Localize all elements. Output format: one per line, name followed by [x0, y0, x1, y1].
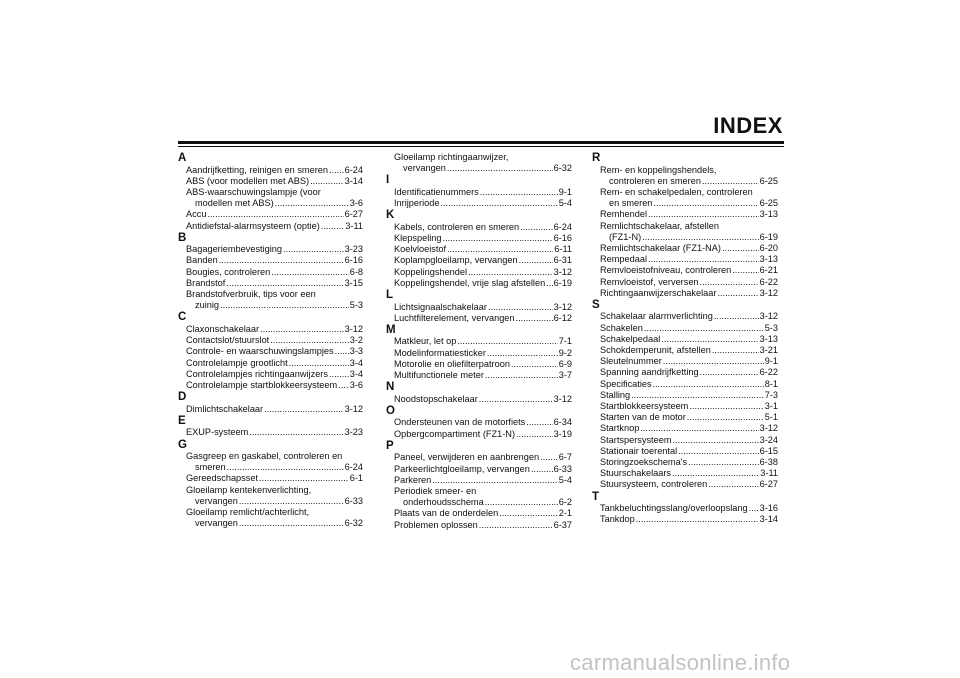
- index-entry: [592, 503, 778, 514]
- section-letter: B: [178, 231, 187, 244]
- section-letter: R: [592, 152, 601, 164]
- entry-page-ref: 6-27: [759, 479, 778, 490]
- entry-page-ref: 6-33: [344, 495, 363, 506]
- section-letter: T: [592, 490, 600, 503]
- index-entry: [178, 209, 363, 220]
- entry-page-ref: 6-7: [558, 452, 572, 463]
- entry-text: Gloeilamp richtingaanwijzer,: [394, 152, 509, 162]
- index-entry: [386, 508, 572, 519]
- index-entry: [592, 423, 778, 434]
- index-section: [386, 381, 572, 405]
- index-section: [386, 174, 572, 209]
- entry-page-ref: 3-4: [349, 368, 363, 379]
- index-entry: [592, 209, 778, 220]
- entry-page-ref: 2-1: [558, 508, 572, 519]
- index-entry: [592, 468, 778, 479]
- index-entry: [178, 451, 363, 462]
- index-entry: [178, 380, 363, 391]
- index-section: [386, 152, 572, 174]
- entry-text: vervangen .....: [195, 496, 239, 506]
- entry-text: Rem- en schakelpedalen, controleren: [600, 186, 753, 197]
- entry-text: Kabels, controleren en smeren .....: [394, 222, 520, 232]
- index-entry: [592, 479, 778, 490]
- entry-text: Multifunctionele meter .....: [394, 370, 485, 380]
- entry-text: Paneel, verwijderen en aanbrengen .....: [394, 452, 540, 462]
- entry-text: Storingzoekschema's .....: [600, 457, 688, 467]
- section-letter: C: [178, 311, 187, 324]
- index-entry: [386, 233, 572, 244]
- index-entry: [178, 324, 363, 335]
- index-entry-continued: [592, 232, 778, 243]
- index-section: [178, 391, 363, 415]
- index-entry: [386, 198, 572, 209]
- entry-page-ref: 8-1: [764, 378, 778, 389]
- entry-text: onderhoudsschema .....: [403, 497, 485, 507]
- index-entry: [386, 255, 572, 266]
- index-entry: [178, 404, 363, 415]
- entry-text: Gereedschapsset .....: [186, 473, 259, 483]
- index-entry-continued: [178, 496, 363, 507]
- entry-text: Plaats van de onderdelen .....: [394, 508, 499, 518]
- section-letter: E: [178, 414, 186, 427]
- entry-text: Brandstofverbruik, tips voor een: [186, 289, 316, 300]
- index-entry-continued: [178, 300, 363, 311]
- index-entry-continued: [386, 497, 572, 508]
- entry-text: Dimlichtschakelaar .....: [186, 404, 264, 414]
- index-entry: [178, 165, 363, 176]
- index-entry: [178, 369, 363, 380]
- index-entry: [178, 176, 363, 187]
- entry-page-ref: 3-1: [764, 401, 778, 412]
- section-letter: S: [592, 298, 600, 311]
- entry-page-ref: 7-3: [764, 389, 778, 400]
- entry-text: Tankdop .....: [600, 514, 636, 524]
- entry-page-ref: 5-1: [764, 412, 778, 423]
- entry-page-ref: 6-22: [759, 276, 778, 287]
- index-entry: [178, 507, 363, 518]
- entry-text: Lichtsignaalschakelaar .....: [394, 302, 488, 312]
- index-entry-continued: [178, 462, 363, 473]
- entry-page-ref: 3-3: [349, 346, 363, 357]
- entry-page-ref: 5-4: [558, 198, 572, 209]
- index-section: [386, 440, 572, 531]
- entry-page-ref: 9-1: [558, 186, 572, 197]
- index-section: [386, 405, 572, 440]
- entry-text: Remvloeistofniveau, controleren .....: [600, 265, 732, 275]
- entry-text: Gloeilamp kentekenverlichting,: [186, 484, 312, 495]
- index-entry: [386, 302, 572, 313]
- entry-text: Noodstopschakelaar .....: [394, 394, 479, 404]
- entry-text: Richtingaanwijzerschakelaar .....: [600, 288, 717, 298]
- entry-text: EXUP-systeem .....: [186, 427, 249, 437]
- index-entry: [386, 278, 572, 289]
- index-entry: [592, 265, 778, 276]
- entry-text: Controlelampje grootlicht .....: [186, 358, 289, 368]
- section-letter: K: [386, 209, 395, 222]
- entry-page-ref: 3-15: [344, 277, 363, 288]
- index-section: [592, 152, 778, 299]
- entry-page-ref: 6-31: [553, 255, 572, 266]
- entry-text: Accu .....: [186, 209, 207, 219]
- index-entry: [592, 401, 778, 412]
- header-rule-thick: [178, 141, 784, 144]
- entry-text: modellen met ABS) .....: [195, 198, 275, 208]
- index-entry: [592, 446, 778, 457]
- index-entry: [178, 221, 363, 232]
- index-column-2: [386, 152, 572, 531]
- index-entry: [592, 334, 778, 345]
- index-entry: [592, 457, 778, 468]
- index-entry: [386, 394, 572, 405]
- section-letter: L: [386, 289, 394, 302]
- entry-text: Controlelampje startblokkeersysteem .....: [186, 380, 338, 390]
- entry-text: Schakelen .....: [600, 323, 644, 333]
- entry-text: Bougies, controleren .....: [186, 267, 271, 277]
- index-entry: [592, 379, 778, 390]
- entry-page-ref: 3-12: [553, 393, 572, 404]
- entry-page-ref: 6-24: [344, 462, 363, 473]
- index-entry: [592, 243, 778, 254]
- entry-text: Ondersteunen van de motorfiets .....: [394, 417, 526, 427]
- index-entry: [178, 187, 363, 198]
- index-entry: [386, 244, 572, 255]
- index-entry: [178, 289, 363, 300]
- entry-text: Koppelingshendel .....: [394, 267, 468, 277]
- index-entry: [178, 278, 363, 289]
- entry-text: Startblokkeersysteem .....: [600, 401, 689, 411]
- entry-text: Banden .....: [186, 255, 219, 265]
- entry-page-ref: 6-11: [554, 244, 572, 255]
- entry-text: Schakelpedaal .....: [600, 334, 661, 344]
- entry-text: ABS (voor modellen met ABS) .....: [186, 176, 310, 186]
- section-letter: A: [178, 152, 187, 164]
- entry-text: Matkleur, let op .....: [394, 336, 457, 346]
- entry-page-ref: 9-2: [558, 347, 572, 358]
- entry-text: Schokdemperunit, afstellen .....: [600, 345, 712, 355]
- entry-page-ref: 7-1: [558, 336, 572, 347]
- section-letter: D: [178, 391, 187, 404]
- entry-page-ref: 6-33: [553, 463, 572, 474]
- entry-text: vervangen .....: [195, 518, 239, 528]
- index-entry: [592, 277, 778, 288]
- index-section: [178, 415, 363, 439]
- entry-page-ref: 3-14: [759, 514, 778, 525]
- index-entry: [386, 348, 572, 359]
- index-entry: [386, 267, 572, 278]
- index-entry: [592, 412, 778, 423]
- entry-text: Rem- en koppelingshendels,: [600, 164, 717, 175]
- index-entry: [592, 288, 778, 299]
- entry-page-ref: 6-16: [344, 255, 363, 266]
- entry-page-ref: 3-7: [558, 370, 572, 381]
- entry-text: Remhendel .....: [600, 209, 648, 219]
- entry-text: Periodiek smeer- en: [394, 485, 477, 496]
- index-entry: [592, 254, 778, 265]
- entry-page-ref: 3-12: [344, 403, 363, 414]
- entry-text: Gloeilamp remlicht/achterlicht,: [186, 507, 310, 518]
- entry-text: Motorolie en oliefilterpatroon .....: [394, 359, 511, 369]
- entry-page-ref: 6-22: [759, 367, 778, 378]
- entry-page-ref: 3-12: [344, 323, 363, 334]
- entry-page-ref: 6-19: [553, 277, 572, 288]
- entry-page-ref: 6-19: [759, 231, 778, 242]
- index-entry: [178, 427, 363, 438]
- entry-text: Controle- en waarschuwingslampjes .....: [186, 346, 335, 356]
- index-entry-continued: [592, 198, 778, 209]
- entry-text: Starten van de motor .....: [600, 412, 687, 422]
- entry-page-ref: 6-38: [759, 457, 778, 468]
- entry-text: Startknop .....: [600, 423, 640, 433]
- entry-text: zuinig .....: [195, 300, 220, 310]
- entry-text: controleren en smeren .....: [609, 176, 702, 186]
- entry-text: Koppelingshendel, vrije slag afstellen .....: [394, 278, 546, 288]
- entry-page-ref: 5-3: [764, 322, 778, 333]
- entry-page-ref: 6-25: [759, 198, 778, 209]
- index-entry: [386, 464, 572, 475]
- entry-page-ref: 3-12: [759, 423, 778, 434]
- index-section: [178, 439, 363, 530]
- entry-text: vervangen .....: [403, 163, 447, 173]
- index-column-1: [178, 152, 363, 529]
- index-section: [178, 232, 363, 312]
- section-letter: P: [386, 439, 394, 452]
- index-section: [386, 289, 572, 324]
- entry-page-ref: 3-11: [345, 220, 363, 231]
- index-entry: [386, 520, 572, 531]
- entry-page-ref: 5-4: [558, 474, 572, 485]
- entry-page-ref: 6-25: [759, 175, 778, 186]
- entry-page-ref: 5-3: [349, 300, 363, 311]
- index-entry: [178, 255, 363, 266]
- index-section: [386, 209, 572, 289]
- entry-page-ref: 6-37: [553, 519, 572, 530]
- page-title: INDEX: [713, 113, 783, 138]
- index-entry: [386, 359, 572, 370]
- entry-text: Startspersysteem .....: [600, 435, 672, 445]
- entry-text: Remlichtschakelaar, afstellen: [600, 220, 719, 231]
- entry-text: Identificatienummers .....: [394, 187, 480, 197]
- index-entry: [386, 417, 572, 428]
- index-section: [178, 311, 363, 391]
- entry-page-ref: 3-16: [759, 503, 778, 514]
- entry-page-ref: 3-13: [759, 333, 778, 344]
- index-entry: [178, 335, 363, 346]
- index-entry: [592, 187, 778, 198]
- section-letter: O: [386, 404, 395, 417]
- index-entry: [178, 267, 363, 278]
- entry-page-ref: 3-6: [349, 379, 363, 390]
- entry-page-ref: 6-1: [349, 473, 363, 484]
- entry-page-ref: 6-20: [759, 242, 778, 253]
- index-entry: [386, 370, 572, 381]
- index-section: [178, 152, 363, 232]
- entry-text: Contactslot/stuurslot .....: [186, 335, 270, 345]
- index-entry: [386, 336, 572, 347]
- index-entry-continued: [386, 163, 572, 174]
- index-entry: [178, 244, 363, 255]
- entry-page-ref: 6-8: [349, 266, 363, 277]
- entry-text: Luchtfilterelement, vervangen .....: [394, 313, 516, 323]
- entry-text: Gasgreep en gaskabel, controleren en: [186, 451, 343, 462]
- entry-page-ref: 3-6: [349, 198, 363, 209]
- entry-page-ref: 3-12: [553, 301, 572, 312]
- entry-page-ref: 6-24: [553, 221, 572, 232]
- entry-text: Schakelaar alarmverlichting .....: [600, 311, 714, 321]
- entry-text: Sleutelnummer .....: [600, 356, 663, 366]
- index-entry: [592, 390, 778, 401]
- index-entry: [386, 313, 572, 324]
- index-entry: [592, 311, 778, 322]
- entry-text: Opbergcompartiment (FZ1-N) .....: [394, 429, 516, 439]
- entry-page-ref: 6-32: [344, 518, 363, 529]
- entry-page-ref: 3-21: [759, 345, 778, 356]
- index-entry: [178, 485, 363, 496]
- entry-page-ref: 6-21: [759, 265, 778, 276]
- entry-text: (FZ1-N) .....: [609, 232, 642, 242]
- index-entry-continued: [178, 518, 363, 529]
- entry-page-ref: 3-12: [759, 287, 778, 298]
- entry-text: en smeren .....: [609, 198, 653, 208]
- index-entry: [178, 473, 363, 484]
- entry-text: Remvloeistof, verversen .....: [600, 277, 700, 287]
- entry-text: Stuurschakelaars .....: [600, 468, 672, 478]
- index-entry: [592, 221, 778, 232]
- entry-text: Koelvloeistof .....: [394, 244, 447, 254]
- index-entry: [592, 323, 778, 334]
- entry-page-ref: 6-12: [553, 312, 572, 323]
- entry-page-ref: 3-13: [759, 254, 778, 265]
- index-section: [386, 324, 572, 381]
- section-letter: G: [178, 438, 187, 451]
- entry-text: Brandstof .....: [186, 278, 226, 288]
- entry-text: smeren .....: [195, 462, 227, 472]
- entry-text: Modelinformatiesticker .....: [394, 348, 487, 358]
- entry-text: Parkeerlichtgloeilamp, vervangen .....: [394, 464, 531, 474]
- entry-text: Stationair toerental .....: [600, 446, 678, 456]
- entry-page-ref: 3-24: [759, 434, 778, 445]
- entry-page-ref: 6-32: [553, 163, 572, 174]
- index-entry: [592, 165, 778, 176]
- entry-text: Koplampgloeilamp, vervangen .....: [394, 255, 519, 265]
- entry-page-ref: 6-15: [759, 445, 778, 456]
- entry-text: Tankbeluchtingsslang/overloopslang .....: [600, 503, 749, 513]
- section-letter: I: [386, 174, 390, 187]
- index-section: [592, 491, 778, 526]
- entry-text: Problemen oplossen .....: [394, 520, 479, 530]
- entry-page-ref: 9-1: [764, 356, 778, 367]
- index-entry-continued: [592, 176, 778, 187]
- entry-text: Controlelampjes richtingaanwijzers .....: [186, 369, 329, 379]
- index-entry: [178, 346, 363, 357]
- index-entry: [592, 356, 778, 367]
- watermark: carmanualsonline.info: [570, 650, 791, 675]
- section-letter: N: [386, 381, 395, 394]
- entry-page-ref: 3-14: [344, 175, 363, 186]
- entry-page-ref: 6-16: [553, 233, 572, 244]
- entry-text: Inrijperiode .....: [394, 198, 440, 208]
- entry-text: Klepspeling .....: [394, 233, 443, 243]
- entry-page-ref: 3-19: [553, 428, 572, 439]
- entry-page-ref: 3-11: [760, 468, 778, 479]
- index-entry: [386, 187, 572, 198]
- index-entry: [592, 345, 778, 356]
- entry-page-ref: 3-2: [349, 335, 363, 346]
- index-entry: [386, 486, 572, 497]
- entry-page-ref: 3-23: [344, 427, 363, 438]
- entry-text: Parkeren .....: [394, 475, 432, 485]
- entry-text: Remlichtschakelaar (FZ1-NA) .....: [600, 243, 722, 253]
- entry-text: Spanning aandrijfketting .....: [600, 367, 700, 377]
- entry-page-ref: 6-9: [558, 358, 572, 369]
- entry-text: Antidiefstal-alarmsysteem (optie) .....: [186, 221, 321, 231]
- entry-text: Stuursysteem, controleren .....: [600, 479, 708, 489]
- index-entry: [592, 514, 778, 525]
- entry-page-ref: 3-13: [759, 209, 778, 220]
- index-section: [592, 299, 778, 491]
- index-entry-continued: [178, 198, 363, 209]
- entry-text: Bagageriembevestiging .....: [186, 244, 283, 254]
- entry-text: Claxonschakelaar .....: [186, 324, 260, 334]
- entry-page-ref: 6-34: [553, 417, 572, 428]
- index-entry: [386, 222, 572, 233]
- index-entry: [178, 358, 363, 369]
- entry-text: ABS-waarschuwingslampje (voor: [186, 186, 321, 197]
- index-column-3: [592, 152, 778, 526]
- entry-page-ref: 6-24: [344, 164, 363, 175]
- entry-page-ref: 6-2: [558, 497, 572, 508]
- section-letter: M: [386, 323, 396, 336]
- index-entry: [386, 452, 572, 463]
- entry-page-ref: 3-23: [344, 244, 363, 255]
- index-entry: [386, 429, 572, 440]
- entry-page-ref: 3-12: [759, 311, 778, 322]
- entry-page-ref: 3-12: [553, 266, 572, 277]
- entry-text: Aandrijfketting, reinigen en smeren .....: [186, 165, 329, 175]
- index-entry: [386, 152, 572, 163]
- index-entry: [592, 367, 778, 378]
- header-rule-thin: [178, 146, 784, 147]
- entry-text: Stalling .....: [600, 390, 631, 400]
- index-entry: [386, 475, 572, 486]
- entry-page-ref: 3-4: [349, 357, 363, 368]
- entry-text: Specificaties .....: [600, 379, 653, 389]
- entry-page-ref: 6-27: [344, 209, 363, 220]
- entry-text: Rempedaal .....: [600, 254, 648, 264]
- index-entry: [592, 435, 778, 446]
